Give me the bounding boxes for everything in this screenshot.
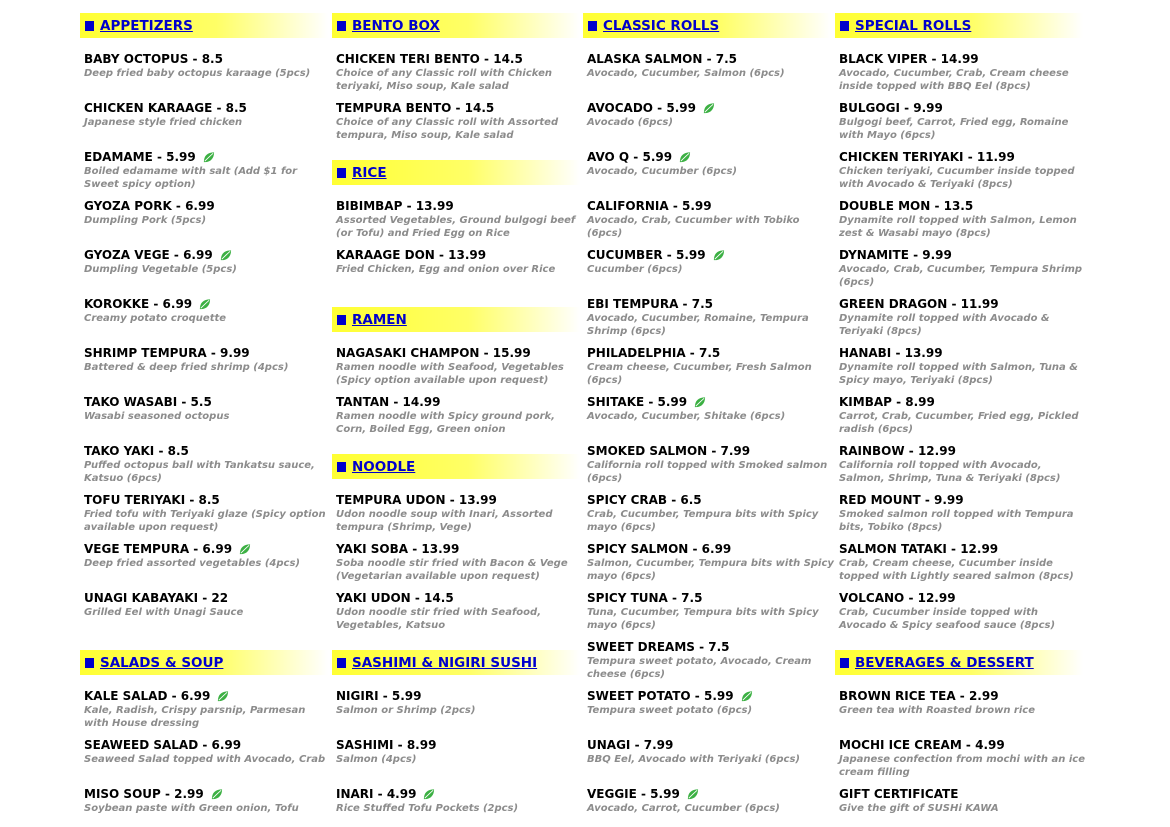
leaf-icon: [702, 102, 715, 115]
menu-item-description: Soybean paste with Green onion, Tofu: [84, 803, 299, 814]
menu-item-name-text: SEAWEED SALAD - 6.99: [84, 738, 242, 752]
menu-item: [336, 395, 584, 436]
menu-item-description: Seaweed Salad topped with Avocado, Crab: [84, 754, 326, 765]
section-header: [835, 650, 1083, 675]
menu-item-description: Ramen noodle with Seafood, Vegetables (Spicy option available upon request): [336, 362, 564, 386]
menu-item: [336, 346, 584, 387]
menu-item: [839, 738, 1087, 779]
menu-item: [84, 101, 332, 129]
menu-item-name-text: YAKI UDON - 14.5: [336, 591, 454, 605]
menu-item-name: [336, 395, 584, 410]
menu-item: [839, 493, 1087, 534]
menu-item-description: Deep fried assorted vegetables (4pcs): [84, 558, 301, 569]
menu-item-name-text: KOROKKE - 6.99: [84, 297, 193, 311]
menu-item: [84, 689, 332, 730]
menu-item-name-text: UNAGI - 7.99: [587, 738, 674, 752]
menu-item: [336, 787, 584, 815]
section-header: [835, 13, 1083, 38]
menu-item-name: [587, 640, 835, 655]
menu-item-description: Avocado, Cucumber, Romaine, Tempura Shrimp (6pcs): [587, 313, 809, 337]
menu-item-name-text: VEGE TEMPURA - 6.99: [84, 542, 233, 556]
menu-item-name: [336, 591, 584, 606]
menu-item-description: Carrot, Crab, Cucumber, Fried egg, Pickled radish (6pcs): [839, 411, 1079, 435]
section-header: [332, 13, 580, 38]
menu-item-name: [84, 542, 332, 557]
menu-item-description: Avocado, Crab, Cucumber, Tempura Shrimp (6pcs): [839, 264, 1083, 288]
menu-item-name-text: BROWN RICE TEA - 2.99: [839, 689, 999, 703]
square-bullet-icon: [85, 658, 94, 668]
menu-item-name: [587, 689, 835, 704]
menu-item: [336, 542, 584, 583]
menu-item-name: [587, 150, 835, 165]
menu-item: [587, 101, 835, 129]
menu-item: [587, 444, 835, 485]
menu-item: [587, 52, 835, 80]
menu-item-description: Ramen noodle with Spicy ground pork, Corn, Boiled Egg, Green onion: [336, 411, 555, 435]
menu-item-name: [336, 52, 584, 67]
menu-item-name: [587, 248, 835, 263]
menu-item: [84, 199, 332, 227]
menu-item-name-text: SHRIMP TEMPURA - 9.99: [84, 346, 250, 360]
menu-item: [84, 444, 332, 485]
menu-item-description: Assorted Vegetables, Ground bulgogi beef (or Tofu) and Fried Egg on Rice: [336, 215, 576, 239]
menu-item-description: Avocado, Cucumber (6pcs): [587, 166, 737, 177]
menu-item-name-text: SPICY TUNA - 7.5: [587, 591, 703, 605]
menu-item-name: [587, 346, 835, 361]
section-title: RICE: [352, 164, 387, 181]
menu-item-name: [587, 395, 835, 410]
leaf-icon: [678, 151, 691, 164]
menu-item: [839, 199, 1087, 240]
square-bullet-icon: [85, 21, 94, 31]
menu-item-name: [839, 346, 1087, 361]
menu-item-name-text: TOFU TERIYAKI - 8.5: [84, 493, 220, 507]
menu-item-description: Dumpling Pork (5pcs): [84, 215, 207, 226]
menu-item-description: Crab, Cucumber inside topped with Avocado & Spicy seafood sauce (8pcs): [839, 607, 1056, 631]
menu-item-name: [587, 542, 835, 557]
menu-item-name-text: GREEN DRAGON - 11.99: [839, 297, 999, 311]
menu-item-description: Rice Stuffed Tofu Pockets (2pcs): [336, 803, 519, 814]
menu-item: [587, 248, 835, 276]
section-header: [583, 13, 831, 38]
section-header: [332, 650, 580, 675]
menu-item-description: Choice of any Classic roll with Assorted tempura, Miso soup, Kale salad: [336, 117, 559, 141]
menu-item-name: [336, 542, 584, 557]
menu-item: [587, 150, 835, 178]
menu-item-name-text: GYOZA VEGE - 6.99: [84, 248, 213, 262]
menu-item-name: [84, 738, 332, 753]
menu-item-name-text: CALIFORNIA - 5.99: [587, 199, 712, 213]
menu-item-description: Grilled Eel with Unagi Sauce: [84, 607, 244, 618]
leaf-icon: [198, 298, 211, 311]
menu-item: [587, 738, 835, 766]
section-title: SPECIAL ROLLS: [855, 17, 972, 34]
leaf-icon: [216, 690, 229, 703]
leaf-icon: [422, 788, 435, 801]
leaf-icon: [686, 788, 699, 801]
menu-item-name: [587, 297, 835, 312]
menu-item-name-text: MOCHI ICE CREAM - 4.99: [839, 738, 1005, 752]
menu-item: [84, 52, 332, 80]
menu-item-description: Tempura sweet potato (6pcs): [587, 705, 753, 716]
menu-item: [587, 542, 835, 583]
menu-item-name: [336, 101, 584, 116]
menu-item: [336, 591, 584, 632]
menu-item-name-text: EBI TEMPURA - 7.5: [587, 297, 713, 311]
menu-item: [839, 248, 1087, 289]
menu-item-description: Japanese style fried chicken: [84, 117, 243, 128]
menu-item-name: [839, 444, 1087, 459]
menu-item: [84, 738, 332, 766]
menu-item: [84, 542, 332, 570]
menu-item: [336, 689, 584, 717]
menu-item-name: [84, 52, 332, 67]
menu-item-name-text: AVO Q - 5.99: [587, 150, 673, 164]
menu-item-name: [839, 542, 1087, 557]
menu-item: [84, 346, 332, 374]
menu-item-name-text: RED MOUNT - 9.99: [839, 493, 964, 507]
menu-item: [587, 346, 835, 387]
menu-item: [587, 297, 835, 338]
menu-item: [336, 493, 584, 534]
menu-item-name-text: BIBIMBAP - 13.99: [336, 199, 454, 213]
menu-item: [336, 738, 584, 766]
menu-item-description: Avocado, Cucumber, Salmon (6pcs): [587, 68, 785, 79]
menu-item-name: [839, 395, 1087, 410]
menu-item-name-text: TEMPURA BENTO - 14.5: [336, 101, 495, 115]
menu-item-description: Avocado, Carrot, Cucumber (6pcs): [587, 803, 780, 814]
menu-item-description: Avocado, Cucumber, Crab, Cream cheese inside topped with BBQ Eel (8pcs): [839, 68, 1069, 92]
menu-item-name: [84, 493, 332, 508]
section-title: SASHIMI & NIGIRI SUSHI: [352, 654, 538, 671]
menu-item-description: Soba noodle stir fried with Bacon & Vege (Vegetarian available upon request): [336, 558, 568, 582]
menu-item: [587, 689, 835, 717]
menu-item-description: BBQ Eel, Avocado with Teriyaki (6pcs): [587, 754, 800, 765]
menu-item-description: California roll topped with Avocado, Salmon, Shrimp, Tuna & Teriyaki (8pcs): [839, 460, 1061, 484]
menu-item-description: Salmon, Cucumber, Tempura bits with Spicy mayo (6pcs): [587, 558, 834, 582]
menu-item-name-text: VOLCANO - 12.99: [839, 591, 956, 605]
menu-item-name: [336, 689, 584, 704]
menu-item-description: Smoked salmon roll topped with Tempura bits, Tobiko (8pcs): [839, 509, 1074, 533]
menu-item-name: [84, 346, 332, 361]
menu-item-description: Fried Chicken, Egg and onion over Rice: [336, 264, 556, 275]
menu-item-description: Deep fried baby octopus karaage (5pcs): [84, 68, 311, 79]
menu-item-name-text: TEMPURA UDON - 13.99: [336, 493, 497, 507]
section-title: NOODLE: [352, 458, 416, 475]
menu-item-name-text: CUCUMBER - 5.99: [587, 248, 706, 262]
menu-item-name-text: NIGIRI - 5.99: [336, 689, 422, 703]
leaf-icon: [693, 396, 706, 409]
menu-item-name: [839, 248, 1087, 263]
menu-item-name-text: MISO SOUP - 2.99: [84, 787, 204, 801]
section-title: BEVERAGES & DESSERT: [855, 654, 1034, 671]
menu-item-name-text: BULGOGI - 9.99: [839, 101, 943, 115]
section-title: CLASSIC ROLLS: [603, 17, 720, 34]
menu-item-name-text: BLACK VIPER - 14.99: [839, 52, 979, 66]
menu-item-name: [84, 101, 332, 116]
menu-item-name-text: UNAGI KABAYAKI - 22: [84, 591, 229, 605]
menu-item-name-text: INARI - 4.99: [336, 787, 417, 801]
square-bullet-icon: [337, 315, 346, 325]
menu-item-name-text: KALE SALAD - 6.99: [84, 689, 211, 703]
menu-item-description: Kale, Radish, Crispy parsnip, Parmesan with House dressing: [84, 705, 306, 729]
menu-item: [84, 493, 332, 534]
section-title: RAMEN: [352, 311, 407, 328]
menu-item-name: [336, 346, 584, 361]
menu-item-name: [839, 493, 1087, 508]
menu-item-description: Wasabi seasoned octopus: [84, 411, 230, 422]
square-bullet-icon: [337, 658, 346, 668]
menu-item-description: Crab, Cucumber, Tempura bits with Spicy mayo (6pcs): [587, 509, 819, 533]
menu-item-name-text: PHILADELPHIA - 7.5: [587, 346, 721, 360]
menu-item-description: Puffed octopus ball with Tankatsu sauce, Katsuo (6pcs): [84, 460, 315, 484]
menu-item: [839, 297, 1087, 338]
menu-item-name: [839, 199, 1087, 214]
menu-item-name: [587, 591, 835, 606]
menu-item-name: [839, 150, 1087, 165]
menu-item-name-text: KIMBAP - 8.99: [839, 395, 935, 409]
menu-item-description: Cucumber (6pcs): [587, 264, 683, 275]
menu-item-description: Dynamite roll topped with Salmon, Tuna & Spicy mayo, Teriyaki (8pcs): [839, 362, 1078, 386]
menu-item-name-text: TANTAN - 14.99: [336, 395, 441, 409]
menu-item: [839, 787, 1087, 815]
menu-item-name: [84, 150, 332, 165]
square-bullet-icon: [588, 21, 597, 31]
menu-item: [587, 395, 835, 423]
menu-item-description: Dumpling Vegetable (5pcs): [84, 264, 237, 275]
menu-item-description: Udon noodle soup with Inari, Assorted tempura (Shrimp, Vege): [336, 509, 553, 533]
menu-item-name-text: TAKO WASABI - 5.5: [84, 395, 212, 409]
menu-item-name: [84, 689, 332, 704]
menu-item: [839, 591, 1087, 632]
menu-item: [587, 199, 835, 240]
menu-item-description: Green tea with Roasted brown rice: [839, 705, 1035, 716]
menu-item: [84, 787, 332, 815]
section-title: SALADS & SOUP: [100, 654, 224, 671]
menu-item-description: Crab, Cream cheese, Cucumber inside topped with Lightly seared salmon (8pcs): [839, 558, 1074, 582]
menu-item: [587, 591, 835, 632]
menu-item-name: [839, 787, 1087, 802]
menu-item-name: [587, 444, 835, 459]
menu-item-description: California roll topped with Smoked salmon (6pcs): [587, 460, 828, 484]
menu-item-description: Give the gift of SUSHi KAWA: [839, 803, 999, 814]
menu-item-name-text: CHICKEN TERIYAKI - 11.99: [839, 150, 1015, 164]
square-bullet-icon: [840, 21, 849, 31]
menu-item-description: Udon noodle stir fried with Seafood, Vegetables, Katsuo: [336, 607, 541, 631]
menu-item-name-text: DYNAMITE - 9.99: [839, 248, 952, 262]
section-header: [80, 13, 328, 38]
menu-item-name-text: GYOZA PORK - 6.99: [84, 199, 215, 213]
menu-item-name-text: SPICY SALMON - 6.99: [587, 542, 732, 556]
menu-item-name: [336, 787, 584, 802]
menu-item: [84, 150, 332, 191]
section-header: [332, 307, 580, 332]
square-bullet-icon: [337, 462, 346, 472]
menu-item-name-text: BABY OCTOPUS - 8.5: [84, 52, 223, 66]
menu-item: [587, 640, 835, 681]
menu-item-description: Avocado, Crab, Cucumber with Tobiko (6pcs): [587, 215, 800, 239]
square-bullet-icon: [337, 168, 346, 178]
menu-item-name-text: SWEET DREAMS - 7.5: [587, 640, 730, 654]
menu-item-name: [839, 738, 1087, 753]
menu-item-name-text: SASHIMI - 8.99: [336, 738, 437, 752]
menu-item-name: [84, 248, 332, 263]
menu-item-name: [587, 52, 835, 67]
menu-item-name-text: DOUBLE MON - 13.5: [839, 199, 974, 213]
menu-item-name: [336, 199, 584, 214]
menu-item: [84, 395, 332, 423]
menu-item-name-text: RAINBOW - 12.99: [839, 444, 956, 458]
menu-item-name: [587, 787, 835, 802]
menu-item-description: Cream cheese, Cucumber, Fresh Salmon (6pcs): [587, 362, 812, 386]
section-title: APPETIZERS: [100, 17, 193, 34]
menu-item-name-text: ALASKA SALMON - 7.5: [587, 52, 737, 66]
menu-item-description: Choice of any Classic roll with Chicken teriyaki, Miso soup, Kale salad: [336, 68, 552, 92]
menu-item-name: [84, 787, 332, 802]
menu-item: [587, 787, 835, 815]
menu-item-name: [839, 591, 1087, 606]
menu-item-name: [84, 591, 332, 606]
menu-item-description: Bulgogi beef, Carrot, Fried egg, Romaine with Mayo (6pcs): [839, 117, 1069, 141]
menu-item: [84, 297, 332, 325]
menu-item-name-text: AVOCADO - 5.99: [587, 101, 696, 115]
leaf-icon: [210, 788, 223, 801]
square-bullet-icon: [337, 21, 346, 31]
menu-item: [336, 52, 584, 93]
menu-item-name: [839, 101, 1087, 116]
menu-item-name-text: TAKO YAKI - 8.5: [84, 444, 189, 458]
menu-item-description: Salmon or Shrimp (2pcs): [336, 705, 476, 716]
menu-item-name-text: GIFT CERTIFICATE: [839, 787, 959, 801]
menu-item-name-text: VEGGIE - 5.99: [587, 787, 680, 801]
menu-item: [839, 689, 1087, 717]
menu-item-name-text: NAGASAKI CHAMPON - 15.99: [336, 346, 531, 360]
menu-item-description: Japanese confection from mochi with an ice cream filling: [839, 754, 1085, 778]
menu-item-name: [336, 493, 584, 508]
leaf-icon: [712, 249, 725, 262]
menu-item-name: [84, 199, 332, 214]
menu-item-name: [336, 248, 584, 263]
menu-item-name-text: SALMON TATAKI - 12.99: [839, 542, 999, 556]
section-header: [332, 160, 580, 185]
menu-item: [336, 248, 584, 276]
menu-item: [84, 591, 332, 619]
menu-item-name-text: YAKI SOBA - 13.99: [336, 542, 460, 556]
menu-item-name: [587, 738, 835, 753]
menu-item-name-text: SHITAKE - 5.99: [587, 395, 688, 409]
leaf-icon: [219, 249, 232, 262]
menu-item-name-text: SWEET POTATO - 5.99: [587, 689, 734, 703]
menu-item: [336, 199, 584, 240]
leaf-icon: [238, 543, 251, 556]
menu-item: [839, 542, 1087, 583]
menu-item-name: [84, 395, 332, 410]
menu-item-name: [84, 444, 332, 459]
leaf-icon: [202, 151, 215, 164]
menu-item-name-text: EDAMAME - 5.99: [84, 150, 196, 164]
menu-item-description: Fried tofu with Teriyaki glaze (Spicy option available upon request): [84, 509, 326, 533]
menu-item: [839, 346, 1087, 387]
menu-item-name-text: HANABI - 13.99: [839, 346, 943, 360]
menu-item-description: Creamy potato croquette: [84, 313, 227, 324]
menu-item-description: Salmon (4pcs): [336, 754, 417, 765]
menu-item-name: [336, 738, 584, 753]
menu-item-description: Tempura sweet potato, Avocado, Cream cheese (6pcs): [587, 656, 812, 680]
menu-item-description: Dynamite roll topped with Salmon, Lemon zest & Wasabi mayo (8pcs): [839, 215, 1077, 239]
menu-item-name-text: SMOKED SALMON - 7.99: [587, 444, 751, 458]
menu-item-name-text: CHICKEN TERI BENTO - 14.5: [336, 52, 523, 66]
menu-item-description: Battered & deep fried shrimp (4pcs): [84, 362, 289, 373]
menu-item: [839, 444, 1087, 485]
menu-item-name: [587, 199, 835, 214]
menu-item: [839, 101, 1087, 142]
menu-item: [839, 150, 1087, 191]
square-bullet-icon: [840, 658, 849, 668]
menu-item: [839, 395, 1087, 436]
menu-item-name: [839, 297, 1087, 312]
menu-item-description: Tuna, Cucumber, Tempura bits with Spicy mayo (6pcs): [587, 607, 819, 631]
menu-item-description: Avocado (6pcs): [587, 117, 673, 128]
menu-item-name: [587, 493, 835, 508]
menu-item: [84, 248, 332, 276]
menu-item-description: Chicken teriyaki, Cucumber inside topped with Avocado & Teriyaki (8pcs): [839, 166, 1075, 190]
menu-item-description: Dynamite roll topped with Avocado & Teriyaki (8pcs): [839, 313, 1050, 337]
section-header: [80, 650, 328, 675]
menu-item-name-text: CHICKEN KARAAGE - 8.5: [84, 101, 247, 115]
menu-item-name: [839, 52, 1087, 67]
menu-item-name-text: KARAAGE DON - 13.99: [336, 248, 487, 262]
menu-item-name: [84, 297, 332, 312]
menu-item: [587, 493, 835, 534]
menu-item-name: [587, 101, 835, 116]
menu-item-description: Boiled edamame with salt (Add $1 for Sweet spicy option): [84, 166, 298, 190]
menu-item: [839, 52, 1087, 93]
menu-item-name-text: SPICY CRAB - 6.5: [587, 493, 702, 507]
menu-item-description: Avocado, Cucumber, Shitake (6pcs): [587, 411, 786, 422]
leaf-icon: [740, 690, 753, 703]
menu-item: [336, 101, 584, 142]
menu-item-name: [839, 689, 1087, 704]
section-header: [332, 454, 580, 479]
section-title: BENTO BOX: [352, 17, 440, 34]
